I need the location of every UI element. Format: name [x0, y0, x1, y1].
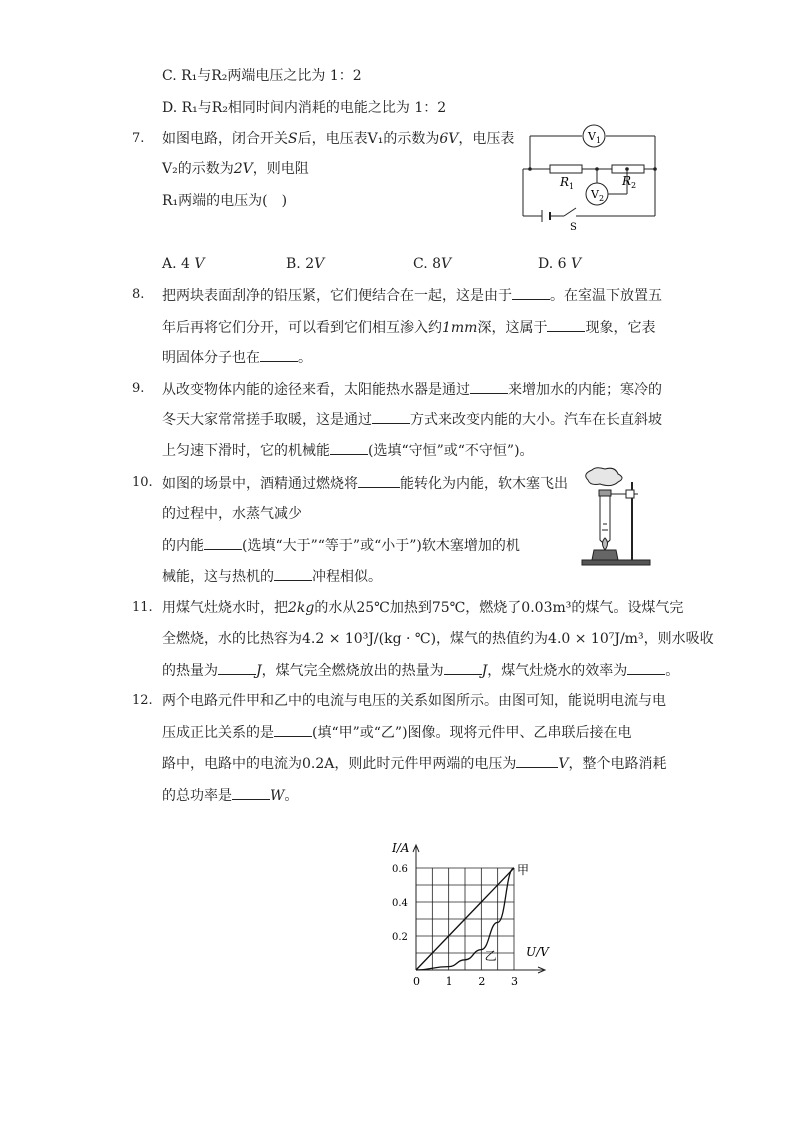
answer-blank[interactable] [204, 535, 242, 550]
q10-line1: 如图的场景中，酒精通过燃烧将 能转化为内能，软木塞飞出 [162, 473, 568, 494]
x-tick-label: 3 [511, 975, 518, 988]
q8-line2: 年后再将它们分开，可以看到它们相互渗入约1mm深，这属于 现象，它表 [162, 317, 655, 338]
answer-blank[interactable] [330, 440, 368, 455]
x-tick-label: 1 [445, 975, 453, 988]
series-label-yi: 乙 [484, 948, 497, 963]
steam-cloud-icon [586, 468, 622, 486]
alcohol-lamp-apparatus-figure [578, 466, 658, 568]
y-axis-label: I/A [392, 841, 410, 855]
iv-chart [380, 836, 560, 988]
chart-labels [391, 841, 550, 988]
x-tick-label: 0 [413, 975, 420, 988]
q10-line4: 械能，这与热机的 冲程相似。 [162, 566, 382, 587]
r1-resistor-icon [550, 165, 582, 173]
q9-line3: 上匀速下滑时，它的机械能 (选填“守恒”或“不守恒”)。 [162, 440, 534, 461]
battery-icon [542, 210, 550, 222]
q11-line3: 的热量为 J，煤气完全燃烧放出的热量为 J，煤气灶烧水的效率为 。 [162, 660, 679, 681]
r1-label: $R_1$ [560, 175, 575, 191]
q12-line2: 压成正比关系的是 (填“甲”或“乙”)图像。现将元件甲、乙串联后接在电 [162, 722, 632, 743]
cork-icon [599, 490, 611, 496]
test-tube-icon [600, 496, 610, 543]
q8-line1: 把两块表面刮净的铅压紧，它们便结合在一起，这是由于 。在室温下放置五 [162, 285, 662, 306]
q10-line3: 的内能 (选填“大于”“等于”或“小于”)软木塞增加的机 [162, 535, 520, 556]
alcohol-lamp-icon [592, 550, 618, 560]
q7-line3: R₁两端的电压为( ) [162, 193, 288, 209]
answer-blank[interactable] [516, 753, 558, 768]
q9-line2: 冬天大家常常搓手取暖，这是通过 方式来改变内能的大小。汽车在长直斜坡 [162, 409, 662, 430]
q7-number: 7. [132, 131, 145, 146]
q6-option-c: C. R₁与R₂两端电压之比为 1：2 [162, 68, 362, 84]
switch-icon [564, 208, 576, 216]
q12-line4: 的总功率是 W。 [162, 785, 298, 806]
v2-label: $V_2$ [591, 188, 605, 203]
answer-blank[interactable] [260, 347, 298, 362]
q7-line2: V₂的示数为2V，则电阻 [162, 161, 309, 177]
q12-number: 12. [132, 693, 153, 708]
answer-blank[interactable] [372, 409, 410, 424]
q8-line3: 明固体分子也在 。 [162, 347, 312, 368]
answer-blank[interactable] [274, 566, 312, 581]
q11-number: 11. [132, 600, 153, 615]
series-label-jia: 甲 [517, 863, 530, 877]
q7-line1: 如图电路，闭合开关S后，电压表V₁的示数为6V，电压表 [162, 131, 515, 147]
y-tick-label: 0.4 [392, 898, 408, 909]
switch-label: S [570, 222, 577, 233]
q11-line1: 用煤气灶烧水时，把2kg的水从25℃加热到75℃，燃烧了0.03m³的煤气。设煤气完 [162, 600, 684, 616]
q6-option-d: D. R₁与R₂相同时间内消耗的电能之比为 1：2 [162, 100, 447, 116]
q8-number: 8. [132, 287, 145, 302]
answer-blank[interactable] [232, 785, 270, 800]
flame-icon [603, 538, 608, 550]
q11-line2: 全燃烧，水的比热容为4.2 × 10³J/(kg · ℃)，煤气的热值约为4.0 × 10⁷J/m³，则水吸收 [162, 631, 714, 647]
answer-blank[interactable] [470, 379, 508, 394]
y-tick-label: 0.2 [392, 932, 408, 943]
q10-line2: 的过程中，水蒸气减少 [162, 506, 302, 522]
answer-blank[interactable] [627, 660, 665, 675]
v1-label: $V_1$ [588, 130, 602, 145]
q12-line3: 路中，电路中的电流为0.2A，则此时元件甲两端的电压为 V，整个电路消耗 [162, 753, 667, 774]
answer-blank[interactable] [358, 473, 400, 488]
q9-number: 9. [132, 381, 145, 396]
q12-line1: 两个电路元件甲和乙中的电流与电压的关系如图所示。由图可知，能说明电流与电 [162, 693, 666, 709]
answer-blank[interactable] [512, 285, 550, 300]
q9-line1: 从改变物体内能的途径来看，太阳能热水器是通过 来增加水的内能；寒冷的 [162, 379, 662, 400]
y-tick-label: 0.6 [392, 864, 408, 875]
q7-option-b: B. 2V [286, 256, 325, 272]
answer-blank[interactable] [547, 317, 585, 332]
answer-blank[interactable] [218, 660, 256, 675]
answer-blank[interactable] [274, 722, 312, 737]
q7-circuit-diagram [520, 122, 660, 234]
q7-option-d: D. 6 V [538, 256, 582, 272]
q7-option-a: A. 4 V [162, 256, 205, 272]
r2-label: $R_2$ [622, 174, 637, 190]
x-tick-label: 2 [478, 975, 486, 988]
x-axis-label: U/V [526, 945, 549, 959]
answer-blank[interactable] [444, 660, 482, 675]
stand-base-icon [582, 560, 650, 565]
q10-number: 10. [132, 475, 153, 490]
q7-option-c: C. 8V [413, 256, 452, 272]
